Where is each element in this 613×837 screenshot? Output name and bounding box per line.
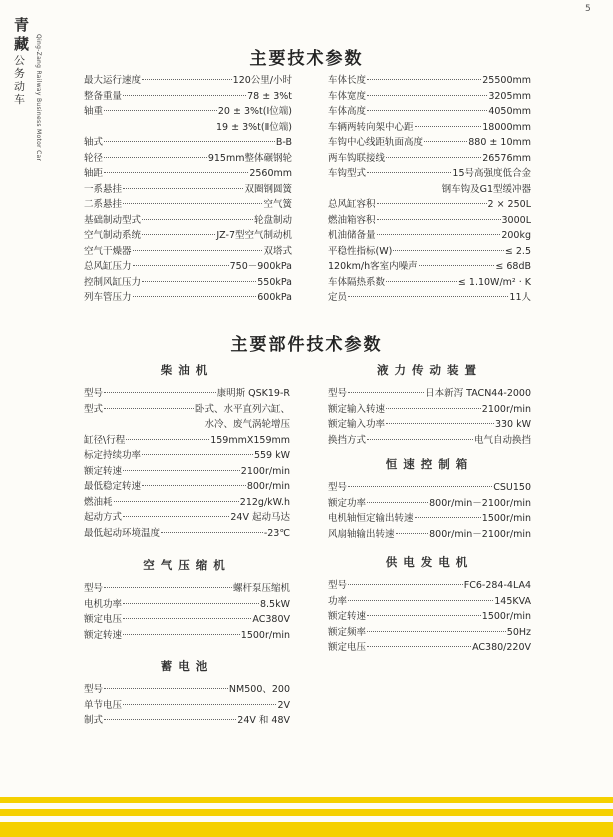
spec-label: 电机轴恒定输出转速 (328, 513, 414, 524)
spec-value: 880 ± 10mm (468, 137, 531, 148)
spec-value: 双圈钢圆簧 (244, 183, 292, 195)
spec-value: 4050mm (488, 106, 531, 117)
dotted-leader (367, 95, 487, 96)
air-compressor-section (84, 555, 290, 643)
spec-row (328, 166, 531, 182)
dotted-leader (348, 486, 492, 487)
spec-row (84, 495, 290, 511)
spec-row (84, 402, 290, 418)
spec-row (84, 228, 292, 244)
footer-stripe (0, 822, 613, 837)
spec-row (84, 464, 290, 480)
spec-label: 一系悬挂 (84, 183, 123, 195)
spec-label: 基础制动型式 (84, 214, 142, 226)
spec-row (84, 612, 290, 628)
side-subtitle: 公务动车 (14, 54, 26, 106)
spec-value: 康明斯 QSK19-R (216, 388, 290, 399)
spec-row (84, 135, 292, 151)
diesel-engine-heading: 柴油机 (160, 363, 214, 377)
spec-row (84, 275, 292, 291)
spec-label: 二系悬挂 (84, 199, 123, 210)
spec-label: 轴重 (84, 106, 104, 117)
dotted-leader (104, 157, 207, 158)
spec-label: 车辆两转向架中心距 (328, 121, 414, 133)
spec-label: 额定功率 (328, 497, 367, 509)
spec-label: 空气制动系统 (84, 230, 142, 241)
spec-label: 车钩型式 (328, 168, 367, 179)
main-specs-title: 主要技术参数 (249, 49, 364, 69)
spec-row-continuation (84, 120, 292, 136)
spec-label: 燃油耗 (84, 496, 113, 508)
spec-value: CSU150 (493, 482, 531, 493)
spec-value: 19 ± 3%t(Ⅱ位端) (216, 121, 292, 133)
spec-value: 卧式、水平直列六缸、 (194, 403, 290, 415)
spec-label: 额定转速 (84, 465, 123, 477)
spec-row (84, 89, 292, 105)
spec-row (328, 480, 531, 496)
spec-label: 平稳性指标(W) (328, 245, 393, 257)
power-generator-section (328, 552, 531, 656)
main-specs-right-column (328, 73, 531, 306)
diesel-engine-section (84, 360, 290, 541)
spec-row (328, 640, 531, 656)
spec-row (328, 151, 531, 167)
hydraulic-transmission-section (328, 360, 531, 448)
dotted-leader (133, 250, 263, 251)
spec-value: 330 kW (494, 419, 531, 430)
spec-value: 25500mm (482, 75, 531, 86)
dotted-leader (424, 141, 467, 142)
spec-value: 800r/min (246, 481, 290, 492)
spec-value: 120公里/小时 (232, 75, 292, 86)
spec-value: B-B (275, 137, 292, 148)
spec-row (84, 682, 290, 698)
dotted-leader (415, 126, 482, 127)
spec-label: 额定电压 (84, 614, 123, 625)
spec-value: JZ-7型空气制动机 (216, 230, 292, 241)
dotted-leader (114, 501, 239, 502)
dotted-leader (142, 219, 253, 220)
spec-value: 8.5kW (259, 598, 290, 610)
dotted-leader (367, 615, 481, 616)
spec-value: 2 × 250L (487, 199, 531, 210)
spec-value: NM500、200 (228, 684, 290, 695)
spec-label: 单节电压 (84, 699, 123, 711)
spec-value: 2100r/min (240, 465, 290, 477)
spec-row (328, 89, 531, 105)
spec-value: 20 ± 3%t(Ⅰ位端) (217, 106, 292, 117)
spec-value: 800r/min－2100r/min (429, 497, 531, 509)
spec-value: 双塔式 (263, 245, 292, 257)
page-number: 5 (585, 4, 591, 14)
side-title: 青藏 (14, 16, 30, 53)
dotted-leader (104, 141, 275, 142)
dotted-leader (348, 296, 508, 297)
spec-value: 水冷、废气涡轮增压 (204, 419, 290, 430)
spec-label: 型号 (84, 684, 104, 695)
dotted-leader (126, 439, 209, 440)
spec-row (84, 151, 292, 167)
spec-label: 总风缸容积 (328, 199, 376, 210)
spec-value: ≤ 2.5 (504, 245, 531, 257)
dotted-leader (104, 408, 194, 409)
spec-value: 1500r/min (240, 629, 290, 641)
dotted-leader (104, 719, 236, 720)
spec-value: 2V (277, 699, 290, 711)
footer-stripes (0, 795, 613, 837)
dotted-leader (367, 439, 473, 440)
spec-label: 燃油箱容积 (328, 214, 376, 226)
spec-row (328, 259, 531, 275)
spec-label: 风扇轴输出转速 (328, 528, 395, 540)
spec-row (84, 182, 292, 198)
spec-row (84, 597, 290, 613)
dotted-leader (142, 79, 232, 80)
dotted-leader (104, 688, 228, 689)
spec-row (328, 433, 531, 449)
spec-value: 145KVA (494, 595, 531, 607)
spec-row (84, 73, 292, 89)
footer-stripe (0, 797, 613, 803)
spec-label: 控制风缸压力 (84, 276, 142, 288)
dotted-leader (348, 584, 463, 585)
spec-label: 车体隔热系数 (328, 276, 386, 288)
spec-row (328, 120, 531, 136)
spec-value: 559 kW (253, 450, 290, 461)
spec-label: 标定持续功率 (84, 450, 142, 461)
spec-label: 额定输入功率 (328, 419, 386, 430)
spec-row (328, 73, 531, 89)
spec-row (328, 511, 531, 527)
spec-label: 定员 (328, 292, 348, 303)
spec-row (328, 496, 531, 512)
dotted-leader (142, 485, 246, 486)
spec-row (328, 594, 531, 610)
spec-row (84, 713, 290, 729)
spec-value: 11人 (509, 292, 531, 303)
spec-label: 额定转速 (328, 611, 367, 622)
spec-value: 18000mm (482, 121, 531, 133)
spec-label: 额定转速 (84, 629, 123, 641)
spec-label: 型式 (84, 403, 104, 415)
spec-row (84, 526, 290, 542)
spec-value: ≤ 68dB (495, 261, 531, 272)
hydraulic-transmission-heading: 液力传动装置 (377, 363, 482, 377)
spec-value: AC380/220V (472, 642, 531, 653)
spec-row (84, 510, 290, 526)
spec-row (84, 197, 292, 213)
dotted-leader (348, 392, 424, 393)
dotted-leader (367, 172, 451, 173)
spec-label: 型号 (84, 583, 104, 594)
spec-label: 120km/h客室内噪声 (328, 261, 418, 272)
battery-section (84, 656, 290, 729)
component-specs-title: 主要部件技术参数 (230, 335, 383, 355)
spec-value: 26576mm (482, 152, 531, 164)
spec-label: 最低稳定转速 (84, 481, 142, 492)
spec-value: 915mm整体碾钢轮 (207, 152, 292, 164)
spec-row-continuation (328, 182, 531, 198)
spec-value: 24V 起动马达 (230, 512, 290, 523)
spec-value: 轮盘制动 (253, 214, 292, 226)
spec-label: 空气干燥器 (84, 245, 132, 257)
spec-value: 1500r/min (481, 513, 531, 524)
dotted-leader (104, 392, 216, 393)
spec-row (328, 527, 531, 543)
spec-row (328, 625, 531, 641)
spec-label: 换挡方式 (328, 434, 367, 446)
dotted-leader (123, 188, 243, 189)
dotted-leader (142, 281, 256, 282)
dotted-leader (415, 517, 481, 518)
dotted-leader (133, 296, 257, 297)
dotted-leader (367, 631, 506, 632)
dotted-leader (396, 533, 429, 534)
spec-label: 车体长度 (328, 75, 367, 86)
spec-value: 电气自动换挡 (473, 434, 531, 446)
spec-row (328, 104, 531, 120)
spec-value: 50Hz (506, 626, 531, 638)
spec-row (328, 213, 531, 229)
spec-value: 600kPa (257, 292, 292, 303)
spec-label: 车体高度 (328, 106, 367, 117)
spec-label: 列车管压力 (84, 292, 132, 303)
dotted-leader (123, 95, 246, 96)
dotted-leader (386, 157, 481, 158)
dotted-leader (393, 250, 504, 251)
spec-label: 最大运行速度 (84, 75, 142, 86)
spec-value: 2560mm (249, 168, 292, 179)
main-specs-left-column (84, 73, 292, 306)
spec-row (328, 609, 531, 625)
spec-label: 两车钩联接线 (328, 152, 386, 164)
spec-value: 15号高强度低合金 (452, 168, 531, 179)
spec-label: 额定电压 (328, 642, 367, 653)
spec-value: -23℃ (263, 527, 290, 539)
dotted-leader (377, 203, 487, 204)
spec-label: 制式 (84, 715, 104, 726)
spec-row (328, 402, 531, 418)
spec-value: AC380V (252, 614, 290, 625)
dotted-leader (367, 502, 428, 503)
constant-speed-box-heading: 恒速控制箱 (385, 457, 474, 471)
dotted-leader (161, 532, 263, 533)
spec-label: 额定频率 (328, 626, 367, 638)
spec-label: 型号 (328, 388, 348, 399)
spec-row-continuation (84, 417, 290, 433)
spec-value: 78 ± 3%t (247, 90, 292, 102)
spec-label: 总风缸压力 (84, 261, 132, 272)
dotted-leader (123, 203, 262, 204)
spec-value: 550kPa (257, 276, 292, 288)
spec-row (84, 244, 292, 260)
dotted-leader (123, 470, 240, 471)
air-compressor-heading: 空气压缩机 (143, 558, 231, 572)
spec-label: 最低起动环境温度 (84, 527, 161, 539)
dotted-leader (348, 600, 493, 601)
spec-value: 空气簧 (263, 199, 292, 210)
dotted-leader (377, 234, 501, 235)
dotted-leader (104, 587, 232, 588)
spec-label: 整备重量 (84, 90, 123, 102)
spec-row (84, 448, 290, 464)
spec-value: 3000L (501, 214, 531, 226)
dotted-leader (104, 110, 217, 111)
spec-value: ≤ 1.10W/m² · K (457, 276, 531, 288)
spec-value: 200kg (501, 230, 531, 241)
spec-row (84, 581, 290, 597)
power-generator-heading: 供电发电机 (385, 555, 474, 569)
dotted-leader (104, 172, 248, 173)
spec-label: 车钩中心线距轨面高度 (328, 137, 424, 148)
spec-value: 24V 和 48V (237, 715, 290, 726)
dotted-leader (386, 423, 494, 424)
spec-row (328, 578, 531, 594)
spec-value: 800r/min－2100r/min (429, 528, 531, 540)
spec-value: 1500r/min (481, 611, 531, 622)
battery-heading: 蓄电池 (160, 659, 214, 673)
dotted-leader (133, 265, 229, 266)
spec-label: 电机功率 (84, 598, 123, 610)
spec-label: 缸径\行程 (84, 434, 126, 446)
spec-label: 型号 (84, 388, 104, 399)
spec-label: 型号 (328, 482, 348, 493)
dotted-leader (123, 704, 276, 705)
spec-label: 额定输入转速 (328, 403, 386, 415)
spec-row (84, 386, 290, 402)
spec-row (84, 479, 290, 495)
spec-row (328, 386, 531, 402)
spec-row (84, 213, 292, 229)
spec-label: 轴距 (84, 168, 104, 179)
spec-value: 750－900kPa (229, 261, 292, 272)
spec-label: 轮径 (84, 152, 104, 164)
spec-value: 日本新泻 TACN44-2000 (425, 388, 531, 399)
side-vertical-logo (14, 16, 42, 162)
dotted-leader (123, 603, 259, 604)
spec-row (84, 259, 292, 275)
dotted-leader (123, 634, 240, 635)
spec-row (84, 628, 290, 644)
dotted-leader (367, 110, 487, 111)
spec-row (328, 197, 531, 213)
spec-label: 轴式 (84, 137, 104, 148)
dotted-leader (142, 454, 253, 455)
footer-stripe (0, 809, 613, 816)
spec-row (328, 417, 531, 433)
dotted-leader (123, 618, 251, 619)
spec-value: 159mmX159mm (210, 434, 290, 446)
spec-row (84, 166, 292, 182)
constant-speed-box-section (328, 454, 531, 542)
spec-value: 2100r/min (481, 403, 531, 415)
spec-value: 螺杆泵压缩机 (232, 583, 290, 594)
side-english-text: Qing-Zang Railway Business Motor Car (35, 34, 42, 162)
dotted-leader (123, 516, 229, 517)
dotted-leader (386, 408, 481, 409)
spec-row (328, 275, 531, 291)
spec-label: 起动方式 (84, 512, 123, 523)
spec-label: 机油储备量 (328, 230, 376, 241)
spec-label: 功率 (328, 595, 348, 607)
spec-value: 3205mm (488, 90, 531, 102)
dotted-leader (367, 646, 471, 647)
spec-row (328, 228, 531, 244)
dotted-leader (377, 219, 501, 220)
spec-label: 车体宽度 (328, 90, 367, 102)
spec-row (328, 244, 531, 260)
spec-value: FC6-284-4LA4 (463, 580, 531, 591)
dotted-leader (386, 281, 457, 282)
spec-value: 212g/kW.h (239, 496, 290, 508)
spec-label: 型号 (328, 580, 348, 591)
spec-row (84, 290, 292, 306)
spec-row (328, 135, 531, 151)
dotted-leader (419, 265, 495, 266)
dotted-leader (367, 79, 481, 80)
spec-value: 钢车钩及G1型缓冲器 (441, 183, 531, 195)
spec-row (84, 433, 290, 449)
spec-row (328, 290, 531, 306)
dotted-leader (142, 234, 215, 235)
spec-row (84, 698, 290, 714)
spec-row (84, 104, 292, 120)
